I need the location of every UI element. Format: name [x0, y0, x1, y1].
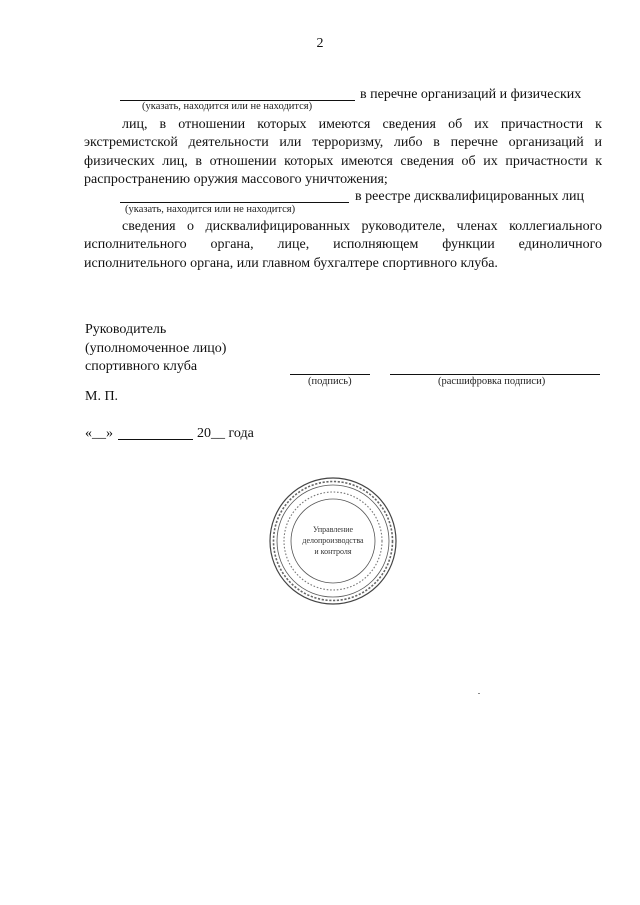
scan-speck [478, 693, 480, 694]
status-hint-1: (указать, находится или не находится) [142, 101, 313, 112]
date-open: «__» [85, 426, 113, 441]
signatory-line-2: (уполномоченное лицо) [85, 340, 227, 356]
seal-center-line-3: и контроля [314, 547, 352, 556]
signature-decoding-hint: (расшифровка подписи) [438, 376, 546, 387]
registry-status-paragraph: сведения о дисквалифицированных руководителе, членах коллегиального исполнительного органа, лице, исполняющем функции единоличного исполнительного органа, или главном бухгалтере спортивного клуба. [84, 219, 602, 271]
list-status-tail-text: в перечне организаций и физических [360, 87, 582, 102]
signatory-label [85, 321, 226, 377]
date-year: 20__ года [197, 426, 254, 441]
seal-center-line-1: Управление [312, 525, 354, 534]
seal-place-label: М. П. [85, 389, 119, 404]
signature-line [290, 374, 370, 375]
list-status-paragraph: лиц, в отношении которых имеются сведения об их причастности к экстремистской деятельности или терроризму, либо в перечне организаций и физических лиц, в отношении которых имеются сведения об их причастности к распространению оружия массового уничтожения; [84, 117, 602, 188]
seal-center-line-2: делопроизводства [302, 536, 364, 545]
registry-status-tail-text: в реестре дисквалифицированных лиц [355, 189, 585, 204]
signatory-line-3: спортивного клуба [85, 359, 198, 374]
signature-decoding-line [390, 374, 600, 375]
status-hint-2: (указать, находится или не находится) [125, 204, 296, 215]
date-month-line [118, 439, 193, 440]
blank-line-status-2 [120, 202, 349, 203]
page-number: 2 [316, 36, 324, 51]
signatory-line-1: Руководитель [85, 322, 167, 337]
signature-hint: (подпись) [308, 376, 352, 387]
official-seal-stamp [268, 476, 398, 606]
